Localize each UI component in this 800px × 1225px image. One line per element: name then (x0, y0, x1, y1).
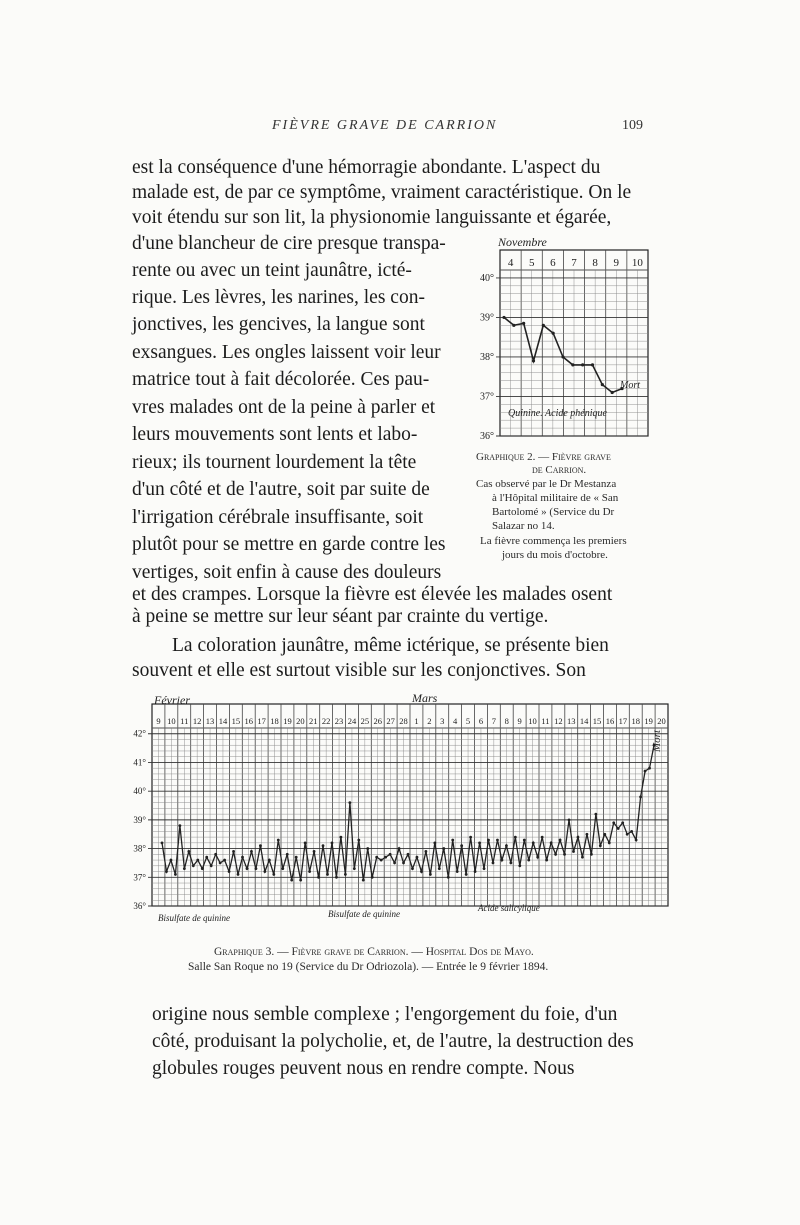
c3-data-point (232, 850, 235, 853)
c3-category-label: 17 (618, 716, 628, 726)
caption3-line1: Graphique 3. — Fièvre grave de Carrion. — Hospital Dos de Mayo. (214, 946, 534, 958)
c2-data-point (581, 363, 584, 366)
c3-data-point (223, 859, 226, 862)
c3-data-point (389, 853, 392, 856)
chart3-month-mars: Mars (412, 691, 438, 705)
c3-ytick-label: 39° (133, 814, 146, 825)
body-line: rente ou avec un teint jaunâtre, icté- (132, 260, 412, 281)
body-line: vertiges, soit enfin à cause des douleurs (132, 562, 442, 583)
c2-data-point (542, 324, 545, 327)
c3-data-point (568, 818, 571, 821)
chart3-annotation-quinine-2: Bisulfate de quinine (328, 909, 400, 919)
c3-data-point (429, 873, 432, 876)
c3-data-point (612, 821, 615, 824)
c2-category-label: 8 (592, 257, 598, 269)
c3-data-point (532, 841, 535, 844)
c3-data-point (469, 836, 472, 839)
c3-category-label: 21 (309, 716, 318, 726)
c3-category-label: 15 (592, 716, 602, 726)
c3-data-point (380, 859, 383, 862)
caption2-line: à l'Hôpital militaire de « San (492, 492, 619, 504)
c2-category-label: 4 (507, 257, 514, 269)
chart3-annotation-mort: Mort (651, 730, 663, 752)
c3-category-label: 19 (283, 716, 292, 726)
c3-data-point (228, 870, 231, 873)
c2-data-point (512, 324, 515, 327)
c3-data-point (518, 864, 521, 867)
c3-data-point (335, 876, 338, 879)
c3-category-label: 25 (360, 716, 370, 726)
c3-category-label: 12 (192, 716, 202, 726)
c3-data-point (353, 867, 356, 870)
c3-data-point (626, 833, 629, 836)
c3-ytick-label: 37° (133, 872, 146, 883)
body-line: rique. Les lèvres, les narines, les con- (132, 287, 425, 308)
body-line: plutôt pour se mettre en garde contre les (132, 534, 446, 555)
caption2-line: Cas observé par le Dr Mestanza (476, 478, 617, 490)
body-line: leurs mouvements sont lents et labo- (132, 424, 418, 445)
c3-data-point (550, 841, 553, 844)
c3-ytick-label: 41° (133, 757, 146, 768)
c3-data-point (344, 873, 347, 876)
c3-data-point (214, 853, 217, 856)
c3-data-point (608, 841, 611, 844)
c3-data-point (407, 853, 410, 856)
body-line: et des crampes. Lorsque la fièvre est élevée les malades osent (132, 584, 613, 605)
c3-data-point (290, 879, 293, 882)
c3-data-point (581, 856, 584, 859)
c2-ytick-label: 37° (480, 391, 494, 403)
c3-data-point (165, 870, 168, 873)
c2-data-point (591, 363, 594, 366)
c3-category-label: 11 (180, 716, 189, 726)
c3-data-point (648, 767, 651, 770)
c2-data-point (601, 383, 604, 386)
c3-category-label: 1 (414, 716, 419, 726)
body-line: d'un côté et de l'autre, soit par suite de (132, 479, 430, 500)
c3-data-point (255, 867, 258, 870)
chart3-annotation-quinine-1: Bisulfate de quinine (158, 913, 230, 923)
c3-data-point (250, 850, 253, 853)
c3-data-point (375, 856, 378, 859)
c3-ytick-label: 42° (133, 728, 146, 739)
c3-data-point (362, 879, 365, 882)
c3-data-point (514, 836, 517, 839)
c3-data-point (366, 847, 369, 850)
body-line: exsangues. Les ongles laissent voir leur (132, 342, 441, 363)
body-line: origine nous semble complexe ; l'engorgement du foie, d'un (152, 1004, 618, 1025)
c3-data-point (474, 870, 477, 873)
c2-data-point (571, 363, 574, 366)
caption2-line: La fièvre commença les premiers (480, 535, 627, 547)
c3-data-point (411, 867, 414, 870)
c3-data-point (196, 859, 199, 862)
caption2-line: Bartolomé » (Service du Dr (492, 506, 615, 518)
c2-ytick-label: 38° (480, 351, 494, 363)
c3-data-point (554, 853, 557, 856)
c3-category-label: 11 (541, 716, 550, 726)
c3-category-label: 7 (491, 716, 496, 726)
c2-data-point (502, 316, 505, 319)
c3-category-label: 10 (167, 716, 176, 726)
c3-data-point (326, 873, 329, 876)
caption2-label2: de Carrion. (532, 464, 587, 476)
c3-data-point (384, 856, 387, 859)
body-line: La coloration jaunâtre, même ictérique, se présente bien (172, 635, 609, 656)
c3-data-point (621, 821, 624, 824)
c3-data-point (603, 833, 606, 836)
c3-category-label: 9 (156, 716, 161, 726)
body-line: rieux; ils tournent lourdement la tête (132, 452, 417, 473)
c3-data-point (438, 867, 441, 870)
body-line: côté, produisant la polycholie, et, de l'autre, la destruction des (152, 1031, 634, 1052)
c3-data-point (277, 839, 280, 842)
c3-data-point (527, 859, 530, 862)
c3-data-point (563, 853, 566, 856)
chart-graphique-2 (462, 232, 662, 447)
c3-data-point (331, 841, 334, 844)
chart3-annotation-salicylique: Acide salicylique (478, 903, 540, 913)
c3-data-point (322, 844, 325, 847)
c3-category-label: 18 (270, 716, 279, 726)
c3-data-point (420, 870, 423, 873)
c3-category-label: 6 (478, 716, 484, 726)
c3-data-point (178, 824, 181, 827)
c2-category-label: 7 (571, 257, 577, 269)
c3-data-point (460, 844, 463, 847)
c3-category-label: 17 (257, 716, 266, 726)
body-line: l'irrigation cérébrale insuffisante, soit (132, 507, 424, 528)
c3-data-point (340, 836, 343, 839)
c2-ytick-label: 39° (480, 312, 494, 324)
c2-data-point (522, 322, 525, 325)
c3-data-point (246, 867, 249, 870)
c3-data-point (241, 856, 244, 859)
c3-data-point (174, 873, 177, 876)
c3-data-point (545, 859, 548, 862)
c3-category-label: 27 (386, 716, 395, 726)
c3-data-point (299, 879, 302, 882)
c3-data-point (187, 850, 190, 853)
c3-data-point (599, 844, 602, 847)
c3-category-label: 18 (631, 716, 640, 726)
chart-graphique-3 (128, 690, 676, 930)
c3-data-point (371, 876, 374, 879)
c3-category-label: 19 (644, 716, 653, 726)
c3-data-point (237, 873, 240, 876)
c3-category-label: 14 (579, 716, 589, 726)
c3-data-point (416, 856, 419, 859)
c3-data-point (492, 862, 495, 865)
c3-data-point (501, 859, 504, 862)
chart3-month-fevrier: Février (154, 693, 190, 707)
caption3-line2: Salle San Roque no 19 (Service du Dr Odriozola). — Entrée le 9 février 1894. (188, 961, 549, 973)
c3-data-point (487, 839, 490, 842)
c3-category-label: 10 (528, 716, 537, 726)
c3-category-label: 28 (399, 716, 408, 726)
caption2-line: jours du mois d'octobre. (502, 549, 608, 561)
c3-data-point (348, 801, 351, 804)
c3-ytick-label: 36° (133, 901, 146, 911)
c3-data-point (357, 839, 360, 842)
chart2-annotation-treatment: Quinine. Acide phénique (508, 408, 607, 419)
c3-data-point (541, 836, 544, 839)
c3-ytick-label: 38° (133, 843, 146, 854)
caption2-label: Graphique 2. — Fièvre grave (476, 451, 611, 463)
c3-data-point (509, 862, 512, 865)
c3-ytick-label: 40° (133, 786, 146, 797)
c3-data-point (398, 847, 401, 850)
c3-data-point (456, 870, 459, 873)
c2-category-label: 10 (631, 257, 643, 269)
c3-data-point (170, 859, 173, 862)
c3-data-point (268, 859, 271, 862)
c3-data-point (465, 873, 468, 876)
chart2-month-label: Novembre (498, 235, 547, 249)
c3-category-label: 2 (427, 716, 432, 726)
c3-data-point (635, 839, 638, 842)
c3-category-label: 8 (504, 716, 509, 726)
c3-data-point (644, 770, 647, 773)
c3-data-point (639, 796, 642, 799)
c3-category-label: 9 (517, 716, 522, 726)
c2-category-label: 5 (528, 257, 535, 269)
c3-data-point (451, 839, 454, 842)
c3-data-point (313, 850, 316, 853)
c2-category-label: 9 (613, 257, 620, 269)
c3-data-point (483, 867, 486, 870)
body-line: matrice tout à fait décolorée. Ces pau- (132, 369, 430, 390)
body-line: jonctives, les gencives, la langue sont (132, 314, 425, 335)
c2-ytick-label: 36° (480, 431, 494, 442)
c3-data-point (496, 839, 499, 842)
chart2-annotation-mort: Mort (620, 380, 640, 391)
c3-data-point (219, 862, 222, 865)
c3-category-label: 12 (554, 716, 563, 726)
c3-data-point (442, 847, 445, 850)
body-line: à peine se mettre sur leur séant par crainte du vertige. (132, 606, 549, 627)
c3-category-label: 20 (657, 716, 666, 726)
c3-data-point (393, 862, 396, 865)
c2-data-point (532, 359, 535, 362)
body-line: malade est, de par ce symptôme, vraiment caractéristique. On le (132, 182, 632, 203)
c3-category-label: 16 (244, 716, 253, 726)
c3-data-point (505, 844, 508, 847)
c3-data-point (308, 870, 311, 873)
chart2-series-line (504, 317, 622, 392)
body-line: voit étendu sur son lit, la physionomie languissante et égarée, (132, 207, 612, 228)
c3-category-label: 26 (373, 716, 382, 726)
c3-data-point (402, 862, 405, 865)
c3-data-point (304, 841, 307, 844)
c2-data-point (561, 355, 564, 358)
c3-data-point (447, 876, 450, 879)
body-line: est la conséquence d'une hémorragie abondante. L'aspect du (132, 157, 601, 178)
c3-data-point (577, 836, 580, 839)
body-line: globules rouges peuvent nous en rendre compte. Nous (152, 1058, 575, 1079)
c3-data-point (295, 856, 298, 859)
caption2-line: Salazar no 14. (492, 520, 555, 532)
running-header: FIÈVRE GRAVE DE CARRION (272, 118, 498, 133)
c2-category-label: 6 (550, 257, 556, 269)
c3-data-point (286, 853, 289, 856)
c3-data-point (281, 867, 284, 870)
c3-category-label: 20 (296, 716, 305, 726)
c3-data-point (590, 853, 593, 856)
body-line: d'une blancheur de cire presque transpa- (132, 233, 446, 254)
c3-data-point (630, 830, 633, 833)
c3-category-label: 23 (334, 716, 344, 726)
c3-category-label: 4 (453, 716, 458, 726)
c3-data-point (424, 850, 427, 853)
c3-data-point (586, 833, 589, 836)
c3-data-point (433, 841, 436, 844)
c3-data-point (192, 864, 195, 867)
c3-category-label: 5 (465, 716, 471, 726)
page-number: 109 (622, 118, 643, 133)
c3-data-point (263, 870, 266, 873)
c3-data-point (183, 867, 186, 870)
c2-data-point (611, 391, 614, 394)
c3-category-label: 13 (205, 716, 215, 726)
c3-category-label: 3 (440, 716, 445, 726)
c3-data-point (259, 844, 262, 847)
body-line: vres malades ont de la peine à parler et (132, 397, 436, 418)
c3-data-point (572, 850, 575, 853)
c3-data-point (523, 839, 526, 842)
c3-category-label: 22 (321, 716, 331, 726)
c3-category-label: 24 (347, 716, 357, 726)
c3-data-point (201, 867, 204, 870)
body-line: souvent et elle est surtout visible sur les conjonctives. Son (132, 660, 586, 681)
c3-data-point (478, 841, 481, 844)
c2-ytick-label: 40° (480, 272, 494, 284)
c3-category-label: 14 (218, 716, 228, 726)
c3-data-point (161, 841, 164, 844)
c3-data-point (594, 813, 597, 816)
c3-category-label: 13 (567, 716, 576, 726)
c3-data-point (272, 873, 275, 876)
c3-data-point (205, 856, 208, 859)
c2-data-point (552, 332, 555, 335)
c3-data-point (536, 856, 539, 859)
c3-data-point (317, 876, 320, 879)
c3-category-label: 15 (231, 716, 241, 726)
c3-data-point (210, 864, 213, 867)
c3-category-label: 16 (605, 716, 615, 726)
c3-data-point (617, 827, 620, 830)
c3-data-point (559, 839, 562, 842)
